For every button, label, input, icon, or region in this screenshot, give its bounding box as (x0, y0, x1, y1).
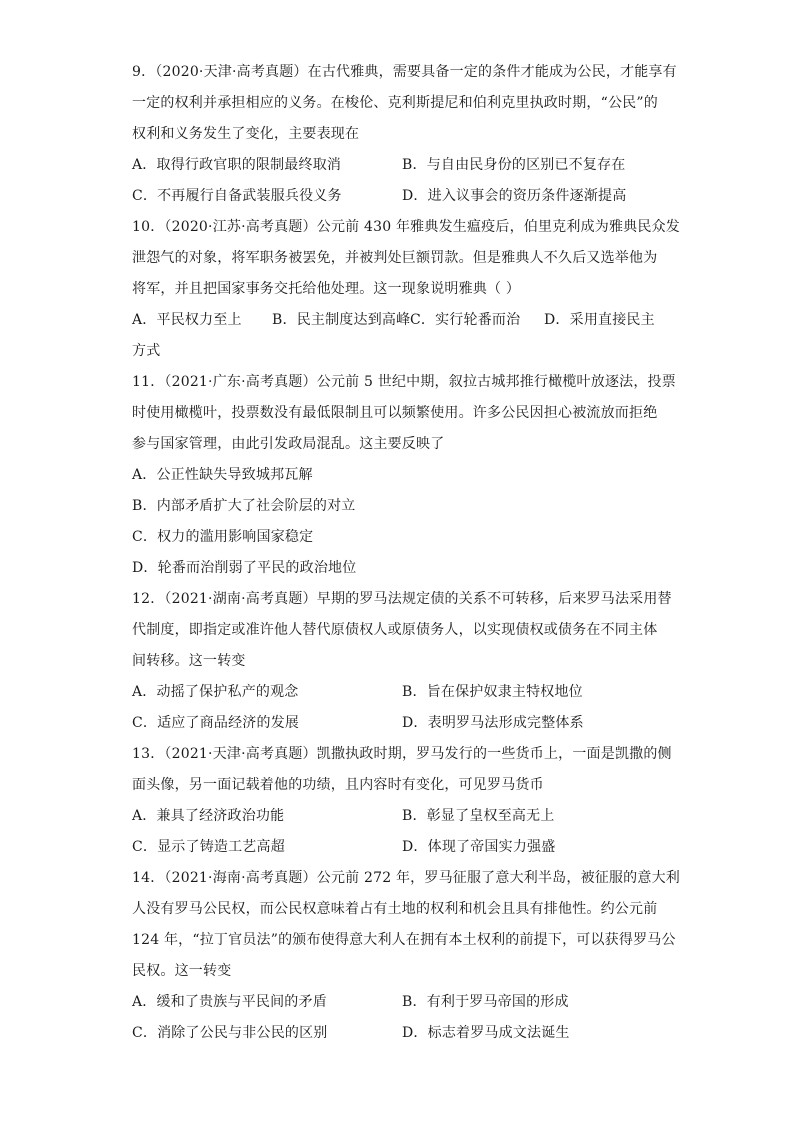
option-b: B．旨在保护奴隶主特权地位 (402, 684, 583, 700)
question-text: 12．（2021·湖南·高考真题）早期的罗马法规定债的关系不可转移，后来罗马法采用替 (132, 591, 672, 607)
option-d-continued: 方式 (132, 343, 161, 359)
question-text: 代制度，即指定或准许他人替代原债权人或原债务人，以实现债权或债务在不同主体 (132, 622, 658, 638)
option-b: B．内部矛盾扩大了社会阶层的对立 (132, 498, 356, 514)
question-text: 13．（2021·天津·高考真题）凯撒执政时期，罗马发行的一些货币上，一面是凯撒的侧 (132, 746, 672, 762)
option-c: C．消除了公民与非公民的区别 (132, 1025, 328, 1041)
option-a: A．取得行政官职的限制最终取消 (132, 157, 342, 173)
option-a: A．平民权力至上 (132, 312, 242, 328)
question-text: 将军，并且把国家事务交托给他处理。这一现象说明雅典（ ） (132, 281, 521, 297)
option-row (132, 186, 672, 217)
option-d: D．体现了帝国实力强盛 (402, 839, 556, 855)
question-text: 124 年，“拉丁官员法”的颁布使得意大利人在拥有本土权利的前提下，可以获得罗马公 (132, 932, 676, 948)
question-13 (132, 744, 672, 868)
question-text: 参与国家管理，由此引发政局混乱。这主要反映了 (132, 436, 445, 452)
option-a: A．公正性缺失导致城邦瓦解 (132, 467, 313, 483)
option-d: D．标志着罗马成文法诞生 (402, 1025, 570, 1041)
option-row (132, 682, 672, 713)
question-text: 面头像，另一面记载着他的功绩，且内容时有变化，可见罗马货币 (132, 777, 544, 793)
question-11 (132, 372, 676, 589)
option-d: D．采用直接民主 (544, 312, 655, 328)
question-text: 时使用橄榄叶，投票数没有最低限制且可以频繁使用。许多公民因担心被流放而拒绝 (132, 405, 658, 421)
option-row (132, 713, 672, 744)
question-text: 泄怨气的对象，将军职务被罢免，并被判处巨额罚款。但是雅典人不久后又选举他为 (132, 250, 658, 266)
option-c: C．显示了铸造工艺高超 (132, 839, 285, 855)
question-text: 民权。这一转变 (132, 963, 232, 979)
option-a: A．兼具了经济政治功能 (132, 808, 285, 824)
question-12 (132, 589, 672, 744)
option-row (132, 806, 672, 837)
question-text: 间转移。这一转变 (132, 653, 246, 669)
option-b: B．有利于罗马帝国的形成 (402, 994, 569, 1010)
option-row (132, 992, 672, 1023)
option-d: D．表明罗马法形成完整体系 (402, 715, 584, 731)
option-d: D．轮番而治削弱了平民的政治地位 (132, 560, 357, 576)
option-b: B．彰显了皇权至高无上 (402, 808, 555, 824)
question-text: 9．（2020·天津·高考真题）在古代雅典，需要具备一定的条件才能成为公民，才能享有 (132, 64, 677, 80)
option-b: B．民主制度达到高峰 (272, 312, 411, 328)
question-14 (132, 868, 680, 1054)
option-c: C．权力的滥用影响国家稳定 (132, 529, 314, 545)
question-10 (132, 217, 680, 372)
question-text: 10．（2020·江苏·高考真题）公元前 430 年雅典发生瘟疫后，伯里克利成为雅典民众发 (132, 219, 680, 235)
option-b: B．与自由民身份的区别已不复存在 (402, 157, 626, 173)
question-text: 权利和义务发生了变化，主要表现在 (132, 126, 360, 142)
option-row (132, 1023, 672, 1054)
question-text: 人没有罗马公民权，而公民权意味着占有土地的权利和机会且具有排他性。约公元前 (132, 901, 658, 917)
exam-page (132, 62, 680, 1054)
option-d: D．进入议事会的资历条件逐渐提高 (402, 188, 627, 204)
option-row (132, 310, 672, 341)
option-a: A．缓和了贵族与平民间的矛盾 (132, 994, 327, 1010)
question-text: 11．（2021·广东·高考真题）公元前 5 世纪中期，叙拉古城邦推行橄榄叶放逐法，投票 (132, 374, 676, 390)
option-row (132, 155, 672, 186)
question-text: 一定的权利并承担相应的义务。在梭伦、克利斯提尼和伯利克里执政时期，“公民”的 (132, 95, 658, 111)
question-9 (132, 62, 677, 217)
option-row (132, 837, 672, 868)
option-a: A．动摇了保护私产的观念 (132, 684, 299, 700)
option-c: C．不再履行自备武装服兵役义务 (132, 188, 342, 204)
option-c: C．适应了商品经济的发展 (132, 715, 300, 731)
option-c: C．实行轮番而治 (410, 312, 521, 328)
question-text: 14．（2021·海南·高考真题）公元前 272 年，罗马征服了意大利半岛，被征服的意大利 (132, 870, 680, 886)
